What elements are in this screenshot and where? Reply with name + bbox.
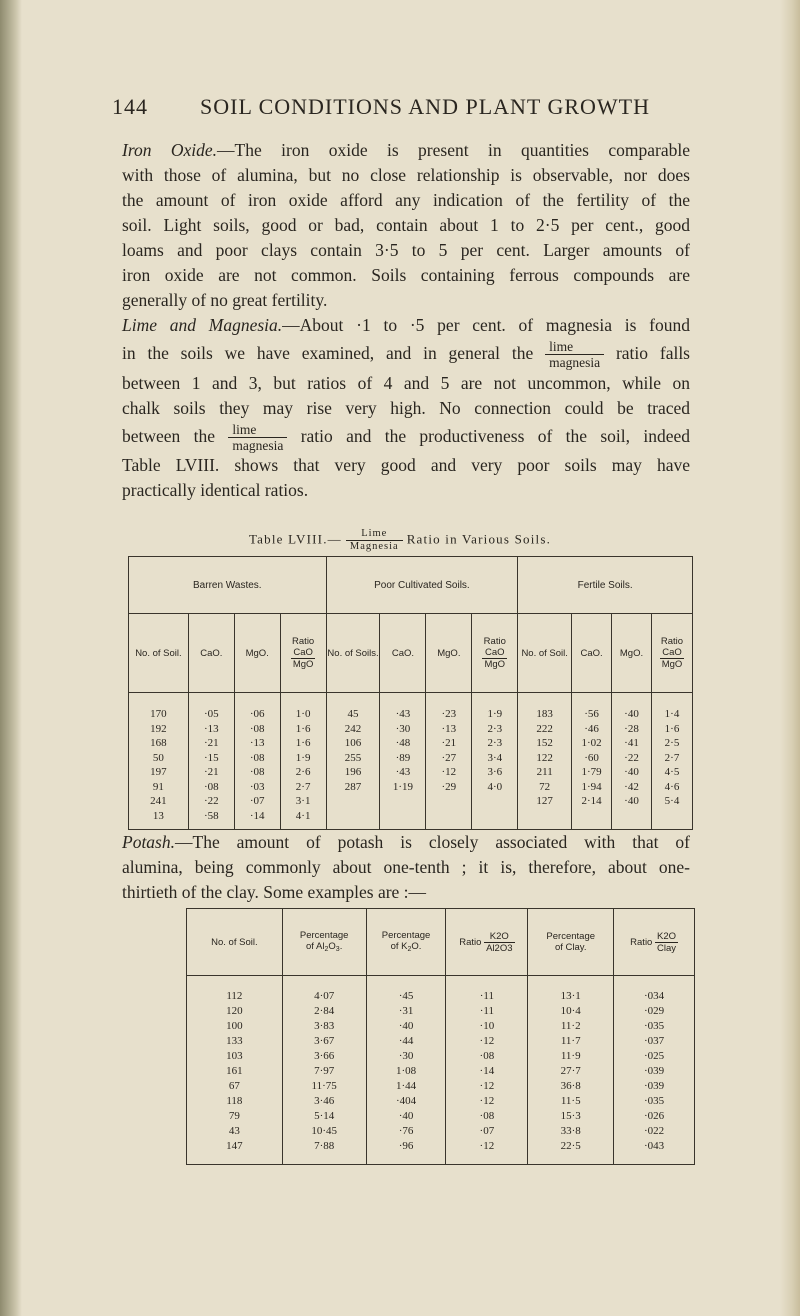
table-cell: ·13 (188, 722, 234, 737)
iron-oxide-paragraph: Iron Oxide.—The iron oxide is present in quantities comparable with those of alumina, but no close relationship is observable, nor does the amount of iron oxide afford any indication of the fertility of the soil. Light soils, good or bad, contain about 1 to 2·5 per cent., good loams and poor clays contain 3·5 to 5 per cent. Larger amounts of iron oxide are not common. Soils containing ferrous compounds are generally of no great fertility. (122, 140, 690, 310)
table-cell: ·035 (614, 1019, 695, 1034)
table-cell: 1·94 (572, 780, 612, 795)
table-cell: 112 (187, 976, 283, 1005)
table-row (187, 1034, 695, 1049)
col-ratio-potash-alumina: Ratio $\frac{K2O}{Al2O3}$ (446, 909, 528, 976)
potash-table-body (187, 976, 695, 1165)
table-cell: ·21 (426, 736, 472, 751)
table-cell: ·05 (188, 693, 234, 722)
table-cell: ·30 (366, 1049, 446, 1064)
table-cell: 255 (326, 751, 380, 766)
table-cell: ·22 (612, 751, 652, 766)
col-ratio: Ratio CaO MgO (472, 614, 518, 693)
table-cell: 3·4 (472, 751, 518, 766)
table-cell (472, 794, 518, 809)
table-lviii (128, 556, 693, 830)
col-mgo: MgO. (612, 614, 652, 693)
table-cell: 72 (518, 780, 572, 795)
table-cell: 1·0 (280, 693, 326, 722)
group-barren-wastes: Barren Wastes. (129, 557, 327, 614)
table-cell: ·22 (188, 794, 234, 809)
table-cell: 1·4 (651, 693, 692, 722)
lime-magnesia-caption-fraction: $\frac{\text{Lime}}{\text{Magnesia}}$ (346, 528, 403, 553)
table-cell: ·14 (234, 809, 280, 830)
table-cell: 11·2 (528, 1019, 614, 1034)
table-cell: 133 (187, 1034, 283, 1049)
table-cell: 2·3 (472, 722, 518, 737)
table-cell: 2·5 (651, 736, 692, 751)
table-cell: ·11 (446, 1004, 528, 1019)
table-cell: 2·84 (282, 1004, 366, 1019)
table-cell: 3·1 (280, 794, 326, 809)
table-cell: ·026 (614, 1109, 695, 1124)
table-cell: 3·66 (282, 1049, 366, 1064)
table-row (129, 765, 693, 780)
col-alumina-percent: Percentage of $Al_2O_3$. (282, 909, 366, 976)
table-cell: ·07 (446, 1124, 528, 1139)
table-cell: 79 (187, 1109, 283, 1124)
table-cell: 33·8 (528, 1124, 614, 1139)
table-cell: 5·4 (651, 794, 692, 809)
table-cell: ·43 (380, 693, 426, 722)
table-cell: 43 (187, 1124, 283, 1139)
table-cell: 27·7 (528, 1064, 614, 1079)
group-fertile-soils: Fertile Soils. (518, 557, 693, 614)
table-cell: ·58 (188, 809, 234, 830)
table-cell (472, 809, 518, 830)
table-row (187, 976, 695, 1005)
table-row (187, 1124, 695, 1139)
table-cell: 1·6 (651, 722, 692, 737)
table-cell: ·31 (366, 1004, 446, 1019)
table-cell: ·11 (446, 976, 528, 1005)
table-cell: 1·79 (572, 765, 612, 780)
col-soil-number: No. of Soil. (129, 614, 189, 693)
table-cell: ·08 (234, 751, 280, 766)
table-cell: ·039 (614, 1064, 695, 1079)
table-cell: 4·6 (651, 780, 692, 795)
table-cell: 1·02 (572, 736, 612, 751)
table-cell: 91 (129, 780, 189, 795)
table-cell (651, 809, 692, 830)
table-cell: ·12 (446, 1079, 528, 1094)
table-cell: 50 (129, 751, 189, 766)
table-cell: 1·44 (366, 1079, 446, 1094)
table-cell: ·21 (188, 736, 234, 751)
table-cell: ·08 (234, 722, 280, 737)
col-ratio: Ratio CaO MgO (280, 614, 326, 693)
table-cell: 11·5 (528, 1094, 614, 1109)
table-cell: 2·3 (472, 736, 518, 751)
table-row (187, 1109, 695, 1124)
table-cell: 170 (129, 693, 189, 722)
table-cell: 3·6 (472, 765, 518, 780)
table-cell: 1·9 (280, 751, 326, 766)
table-cell: 118 (187, 1094, 283, 1109)
table-cell: 106 (326, 736, 380, 751)
table-cell: ·40 (366, 1019, 446, 1034)
table-cell: ·96 (366, 1139, 446, 1165)
table-cell: 161 (187, 1064, 283, 1079)
col-mgo: MgO. (234, 614, 280, 693)
table-cell: ·404 (366, 1094, 446, 1109)
table-cell (326, 809, 380, 830)
lime-magnesia-heading: Lime and Magnesia. (122, 315, 283, 335)
table-cell: 222 (518, 722, 572, 737)
col-ratio: Ratio CaO MgO (651, 614, 692, 693)
table-cell: 241 (129, 794, 189, 809)
lime-magnesia-fraction: $\frac{\lim e}{\text{magnesia}}$ (228, 422, 287, 453)
table-row (129, 751, 693, 766)
table-cell: 120 (187, 1004, 283, 1019)
table-row (129, 722, 693, 737)
table-cell: ·43 (380, 765, 426, 780)
table-cell: 192 (129, 722, 189, 737)
table-cell: ·21 (188, 765, 234, 780)
table-cell: ·27 (426, 751, 472, 766)
col-soil-number: No. of Soil. (518, 614, 572, 693)
table-cell: ·025 (614, 1049, 695, 1064)
col-soil-number: No. of Soils. (326, 614, 380, 693)
table-cell: 67 (187, 1079, 283, 1094)
book-page: 144 SOIL CONDITIONS AND PLANT GROWTH Iron Oxide.—The iron oxide is present in quantities comparable with those of alumina, but no close relationship is observable, nor does the amount of iron oxide afford any indication of the fertility of the soil. Light soils, good or bad, contain about 1 to 2·5 per cent., good loams and poor clays contain 3·5 to 5 per cent. Larger amounts of iron oxide are not common. Soils containing ferrous compounds are generally of no great fertility. Lime and Magnesia.—About ·1 to ·5 per cent. of magnesia is found in the soils we have examined, and in general the $\frac{\lim e}{\text{magnesia}}$ ratio falls between 1 and 3, but ratios of 4 and 5 are not uncommon, while on chalk soils they may rise very high. No connection could be traced between the $\frac{\lim e}{\text{magnesia}}$ ratio and the productiveness of the soil, indeed Table LVIII. shows that very good and very poor soils may have practically identical ratios. (0, 0, 800, 1316)
table-cell: ·40 (612, 794, 652, 809)
table-cell: ·035 (614, 1094, 695, 1109)
table-cell: ·08 (234, 765, 280, 780)
table-row (129, 780, 693, 795)
table-cell: ·13 (234, 736, 280, 751)
table-cell: 196 (326, 765, 380, 780)
table-cell: ·12 (446, 1034, 528, 1049)
table-cell: ·23 (426, 693, 472, 722)
table-lviii-caption: Table LVIII.— $\frac{\text{Lime}}{\text{Magnesia}}$ Ratio in Various Soils. (248, 528, 552, 552)
table-cell: ·12 (426, 765, 472, 780)
table-row (187, 1079, 695, 1094)
table-cell: ·40 (366, 1109, 446, 1124)
table-cell: ·29 (426, 780, 472, 795)
table-cell: 22·5 (528, 1139, 614, 1165)
table-cell: 1·08 (366, 1064, 446, 1079)
table-cell: 4·1 (280, 809, 326, 830)
table-cell: ·40 (612, 765, 652, 780)
table-cell: ·07 (234, 794, 280, 809)
table-cell: ·89 (380, 751, 426, 766)
table-cell: ·40 (612, 693, 652, 722)
table-cell: 152 (518, 736, 572, 751)
table-cell: ·08 (188, 780, 234, 795)
table-cell: ·56 (572, 693, 612, 722)
table-cell: ·12 (446, 1139, 528, 1165)
table-cell: 36·8 (528, 1079, 614, 1094)
table-cell: ·034 (614, 976, 695, 1005)
table-cell: 1·6 (280, 736, 326, 751)
table-cell: ·41 (612, 736, 652, 751)
table-cell: 11·9 (528, 1049, 614, 1064)
table-cell: 1·9 (472, 693, 518, 722)
table-cell: 11·7 (528, 1034, 614, 1049)
table-cell: ·022 (614, 1124, 695, 1139)
table-cell (426, 794, 472, 809)
table-cell: 147 (187, 1139, 283, 1165)
table-cell: 122 (518, 751, 572, 766)
table-cell: 1·19 (380, 780, 426, 795)
table-cell: ·13 (426, 722, 472, 737)
col-cao: CaO. (380, 614, 426, 693)
col-cao: CaO. (188, 614, 234, 693)
potash-table (186, 908, 695, 1165)
table-cell: ·30 (380, 722, 426, 737)
table-cell: 127 (518, 794, 572, 809)
table-cell: 5·14 (282, 1109, 366, 1124)
table-row (187, 1019, 695, 1034)
table-cell: ·15 (188, 751, 234, 766)
lime-magnesia-fraction: $\frac{\lim e}{\text{magnesia}}$ (545, 339, 604, 370)
table-row (129, 693, 693, 722)
table-cell: 103 (187, 1049, 283, 1064)
table-cell: ·44 (366, 1034, 446, 1049)
table-cell: 2·6 (280, 765, 326, 780)
table-cell: 4·0 (472, 780, 518, 795)
table-cell: ·029 (614, 1004, 695, 1019)
table-cell: ·14 (446, 1064, 528, 1079)
table-cell: 10·4 (528, 1004, 614, 1019)
table-cell: ·03 (234, 780, 280, 795)
table-cell: ·037 (614, 1034, 695, 1049)
table-cell: 1·6 (280, 722, 326, 737)
table-cell: ·60 (572, 751, 612, 766)
iron-oxide-heading: Iron Oxide. (122, 140, 218, 160)
table-cell (380, 794, 426, 809)
table-cell: 10·45 (282, 1124, 366, 1139)
table-row (129, 794, 693, 809)
table-cell: ·06 (234, 693, 280, 722)
table-cell: 13·1 (528, 976, 614, 1005)
table-cell (326, 794, 380, 809)
table-row (129, 736, 693, 751)
table-cell: ·10 (446, 1019, 528, 1034)
col-ratio-potash-clay: Ratio K2O Clay (614, 909, 695, 976)
table-cell: 4·07 (282, 976, 366, 1005)
potash-heading: Potash. (122, 832, 175, 852)
table-cell: ·12 (446, 1094, 528, 1109)
table-cell (380, 809, 426, 830)
page-number: 144 (112, 94, 148, 119)
table-cell: 2·14 (572, 794, 612, 809)
table-cell: ·08 (446, 1109, 528, 1124)
table-cell: 7·97 (282, 1064, 366, 1079)
potash-paragraph: Potash.—The amount of potash is closely associated with that of alumina, being commonly about one-tenth ; it is, therefore, about one- thirtieth of the clay. Some examples are :— (122, 832, 690, 902)
table-cell: 183 (518, 693, 572, 722)
table-row (187, 1094, 695, 1109)
col-soil-number: No. of Soil. (187, 909, 283, 976)
table-cell: 3·67 (282, 1034, 366, 1049)
table-cell (572, 809, 612, 830)
table-cell: 4·5 (651, 765, 692, 780)
page-header (0, 94, 800, 122)
table-cell: 287 (326, 780, 380, 795)
table-cell: ·45 (366, 976, 446, 1005)
table-cell: 211 (518, 765, 572, 780)
table-row (129, 809, 693, 830)
col-potash-percent: Percentage of $K_2O$. (366, 909, 446, 976)
table-cell: 168 (129, 736, 189, 751)
table-cell (518, 809, 572, 830)
table-cell: 3·46 (282, 1094, 366, 1109)
table-cell: ·08 (446, 1049, 528, 1064)
table-cell: 11·75 (282, 1079, 366, 1094)
table-cell: ·46 (572, 722, 612, 737)
table-cell: ·039 (614, 1079, 695, 1094)
table-cell: ·28 (612, 722, 652, 737)
col-clay-percent: Percentage of Clay. (528, 909, 614, 976)
table-row (187, 1139, 695, 1165)
table-cell (612, 809, 652, 830)
table-cell: 13 (129, 809, 189, 830)
table-cell: 7·88 (282, 1139, 366, 1165)
table-cell: 242 (326, 722, 380, 737)
running-title: SOIL CONDITIONS AND PLANT GROWTH (200, 94, 650, 119)
table-cell: 100 (187, 1019, 283, 1034)
table-cell: 2·7 (651, 751, 692, 766)
table-row (187, 1004, 695, 1019)
group-poor-cultivated-soils: Poor Cultivated Soils. (326, 557, 518, 614)
table-row (187, 1049, 695, 1064)
table-row (187, 1064, 695, 1079)
table-cell: 45 (326, 693, 380, 722)
table-cell: 15·3 (528, 1109, 614, 1124)
lime-magnesia-paragraph: Lime and Magnesia.—About ·1 to ·5 per cent. of magnesia is found (122, 315, 690, 335)
table-lviii-body (129, 693, 693, 830)
col-cao: CaO. (572, 614, 612, 693)
table-cell: 197 (129, 765, 189, 780)
table-cell: ·48 (380, 736, 426, 751)
table-cell: ·76 (366, 1124, 446, 1139)
table-cell: ·42 (612, 780, 652, 795)
table-cell (426, 809, 472, 830)
table-cell: 3·83 (282, 1019, 366, 1034)
col-mgo: MgO. (426, 614, 472, 693)
table-cell: ·043 (614, 1139, 695, 1165)
table-cell: 2·7 (280, 780, 326, 795)
